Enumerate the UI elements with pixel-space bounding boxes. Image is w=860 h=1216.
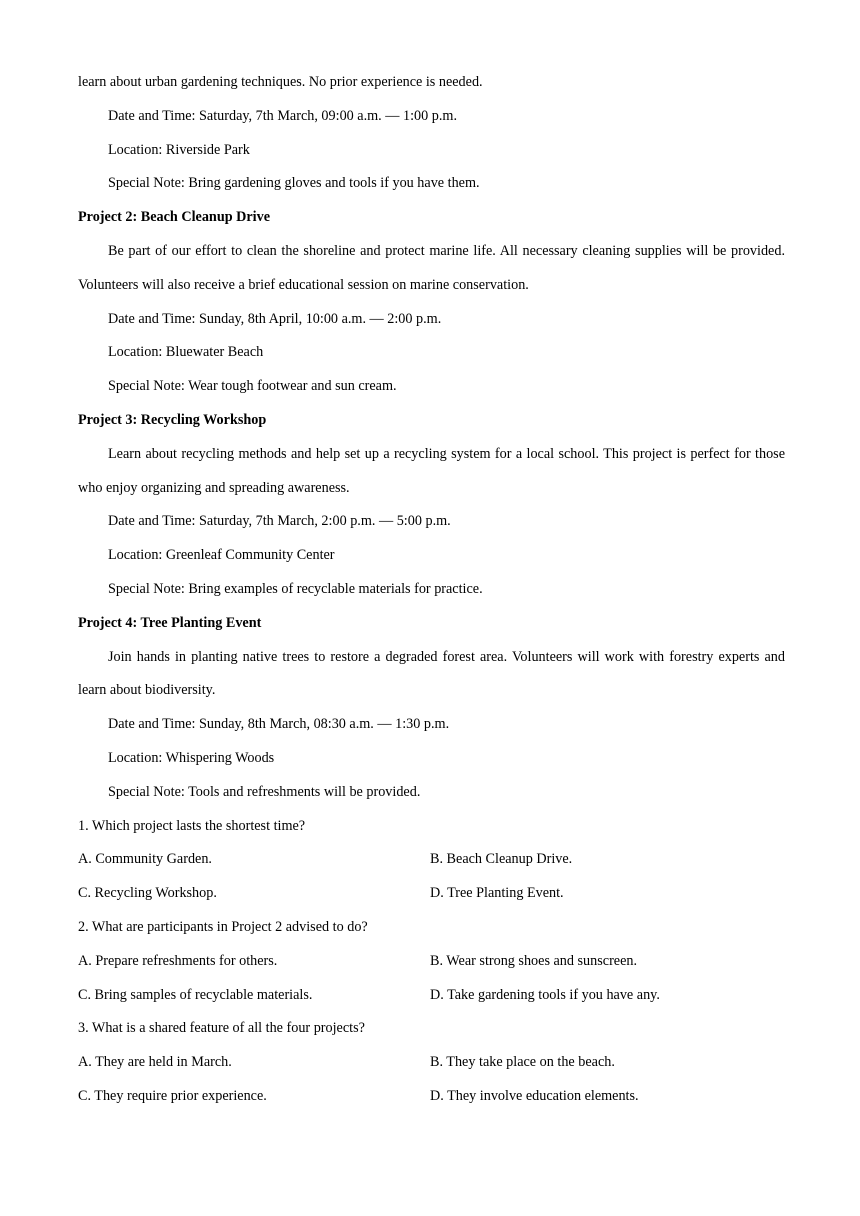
question-2-option-a: A. Prepare refreshments for others. [78, 952, 278, 969]
project-4-description: Join hands in planting native trees to restore a degraded forest area. Volunteers will work with forestry experts and learn about biodiversity. [78, 648, 785, 699]
question-1-options-row-2 [78, 877, 785, 911]
project-4-location: Location: Whispering Woods [108, 749, 275, 766]
question-2-option-d: D. Take gardening tools if you have any. [430, 986, 660, 1003]
project-2-date-time: Date and Time: Sunday, 8th April, 10:00 a.m. — 2:00 p.m. [108, 310, 442, 327]
project-1-date-time: Date and Time: Saturday, 7th March, 09:00 a.m. — 1:00 p.m. [108, 107, 457, 124]
question-3-option-b: B. They take place on the beach. [430, 1054, 615, 1071]
project-4-special-note: Special Note: Tools and refreshments will be provided. [108, 783, 421, 800]
project-3-section [78, 404, 785, 607]
project-1-section [78, 66, 785, 201]
document-body [78, 66, 785, 1114]
question-3-options-row-2 [78, 1080, 785, 1114]
project-2-description: Be part of our effort to clean the shoreline and protect marine life. All necessary cleaning supplies will be provided. Volunteers will also receive a brief educational session on marine conservation. [78, 242, 785, 293]
question-3-option-c: C. They require prior experience. [78, 1087, 267, 1104]
project-2-special-note: Special Note: Wear tough footwear and sun cream. [108, 378, 397, 395]
project-4-section [78, 607, 785, 810]
question-1-option-b: B. Beach Cleanup Drive. [430, 851, 573, 868]
question-2-stem: 2. What are participants in Project 2 advised to do? [78, 918, 368, 935]
question-3-option-d: D. They involve education elements. [430, 1087, 639, 1104]
question-2 [78, 911, 785, 1012]
project-3-special-note: Special Note: Bring examples of recyclable materials for practice. [108, 580, 483, 597]
question-2-option-b: B. Wear strong shoes and sunscreen. [430, 952, 638, 969]
project-2-title: Project 2: Beach Cleanup Drive [78, 209, 271, 226]
question-3 [78, 1012, 785, 1113]
question-3-option-a: A. They are held in March. [78, 1054, 232, 1071]
question-3-options-row-1 [78, 1046, 785, 1080]
project-4-date-time: Date and Time: Sunday, 8th March, 08:30 a.m. — 1:30 p.m. [108, 716, 450, 733]
question-1-option-d: D. Tree Planting Event. [430, 885, 564, 902]
question-2-options-row-1 [78, 945, 785, 979]
project-2-section [78, 201, 785, 404]
question-2-options-row-2 [78, 979, 785, 1013]
question-1-option-c: C. Recycling Workshop. [78, 885, 217, 902]
project-2-location: Location: Bluewater Beach [108, 344, 264, 361]
project-3-title: Project 3: Recycling Workshop [78, 411, 267, 428]
project-3-location: Location: Greenleaf Community Center [108, 547, 335, 564]
question-1 [78, 810, 785, 911]
project-1-location: Location: Riverside Park [108, 141, 250, 158]
question-1-option-a: A. Community Garden. [78, 851, 212, 868]
project-4-title: Project 4: Tree Planting Event [78, 614, 262, 631]
project-3-description: Learn about recycling methods and help set up a recycling system for a local school. This project is perfect for those who enjoy organizing and spreading awareness. [78, 445, 785, 496]
project-3-date-time: Date and Time: Saturday, 7th March, 2:00 p.m. — 5:00 p.m. [108, 513, 451, 530]
project-1-special-note: Special Note: Bring gardening gloves and tools if you have them. [108, 175, 480, 192]
question-1-stem: 1. Which project lasts the shortest time? [78, 817, 306, 834]
question-1-options-row-1 [78, 843, 785, 877]
question-3-stem: 3. What is a shared feature of all the four projects? [78, 1020, 365, 1037]
project-1-description-continued: learn about urban gardening techniques. No prior experience is needed. [78, 74, 483, 90]
question-2-option-c: C. Bring samples of recyclable materials. [78, 986, 313, 1003]
